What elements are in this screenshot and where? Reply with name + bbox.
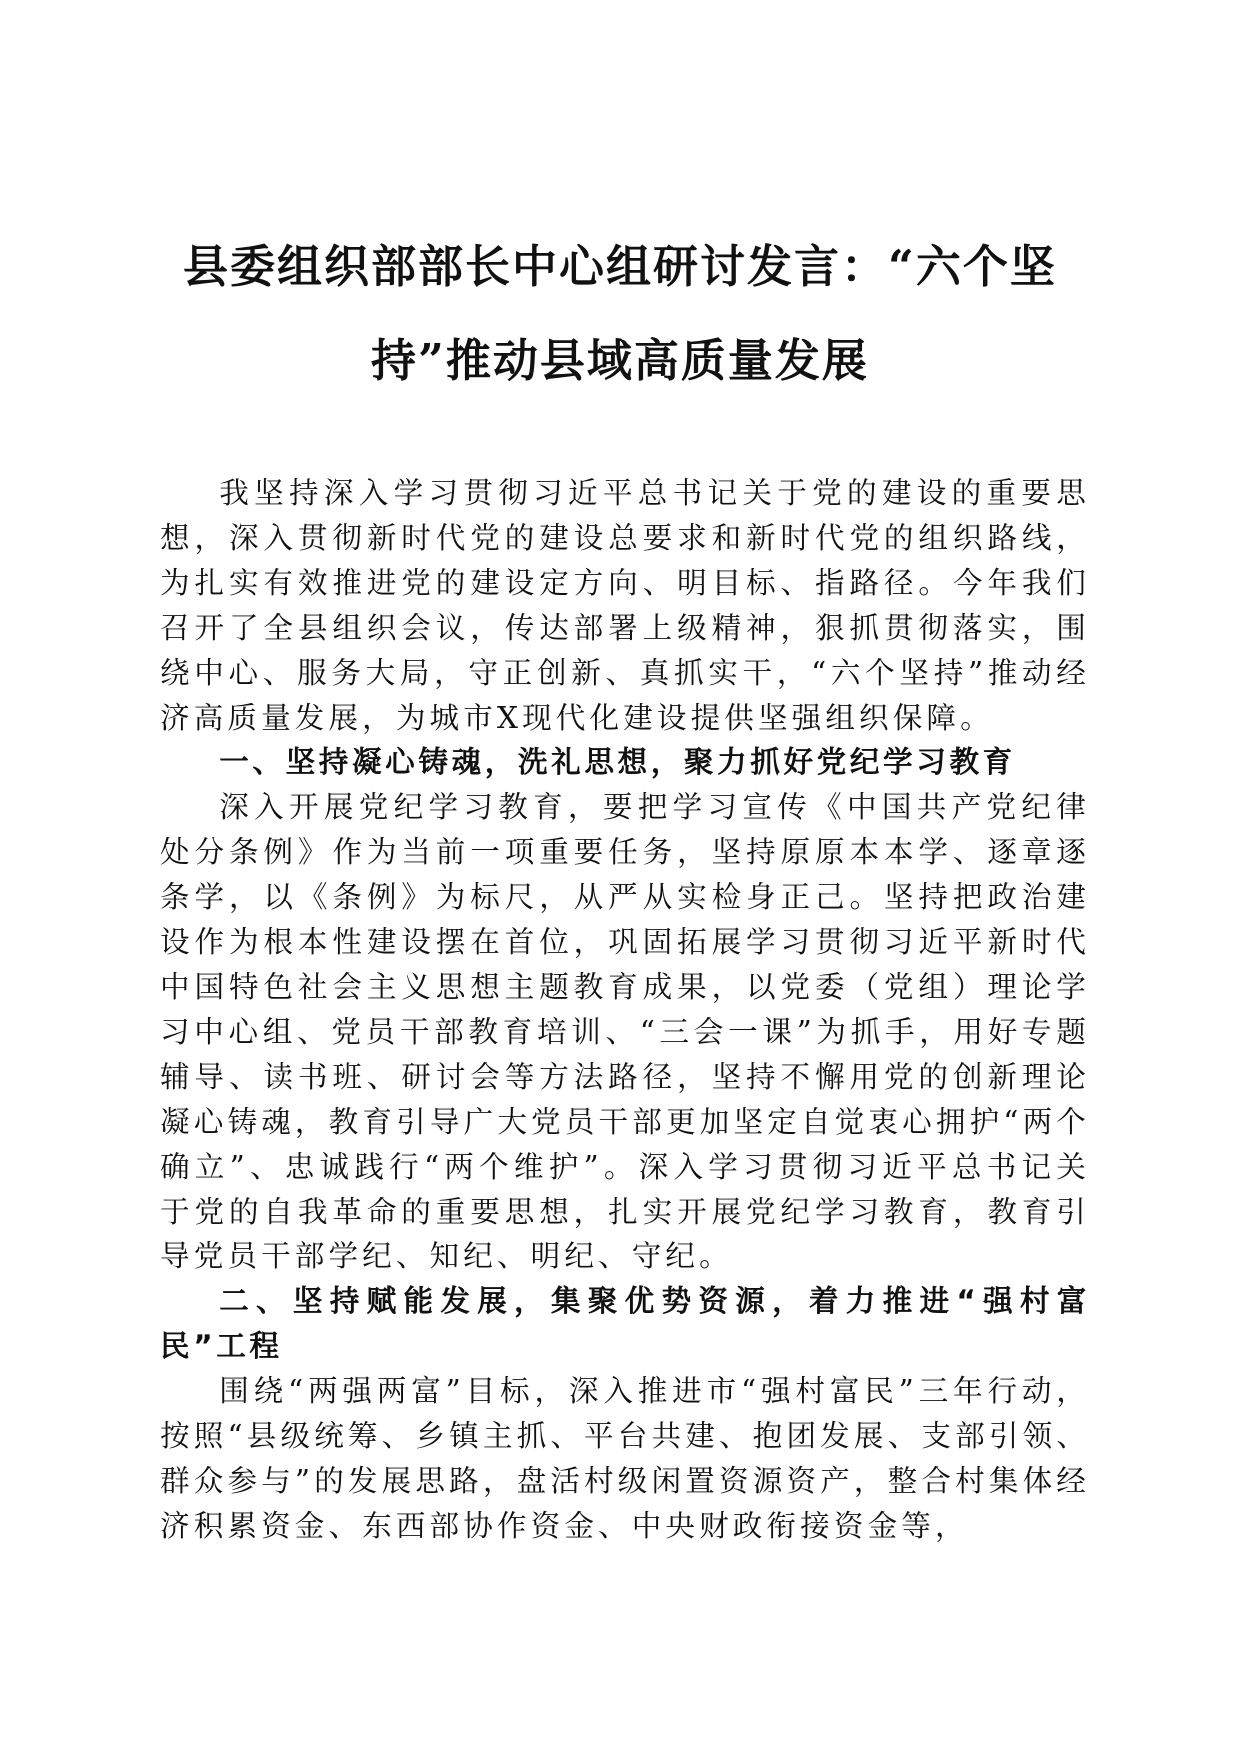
section-heading-1: 一、坚持凝心铸魂，洗礼思想，聚力抓好党纪学习教育 bbox=[219, 745, 1016, 780]
section-heading-2: 二、坚持赋能发展，集聚优势资源，着力推进“强村富民”工程 bbox=[160, 1284, 1090, 1364]
intro-paragraph: 我坚持深入学习贯彻习近平总书记关于党的建设的重要思想，深入贯彻新时代党的建设总要求和新时代党的组织路线，为扎实有效推进党的建设定方向、明目标、指路径。今年我们召开了全县组织会议，传达部署上级精神，狠抓贯彻落实，围绕中心、服务大局，守正创新、真抓实干，“六个坚持”推动经济高质量发展，为城市X现代化建设提供坚强组织保障。 bbox=[160, 476, 1090, 735]
document-body bbox=[160, 471, 1090, 1549]
section-1-paragraph: 深入开展党纪学习教育，要把学习宣传《中国共产党纪律处分条例》作为当前一项重要任务，坚持原原本本学、逐章逐条学，以《条例》为标尺，从严从实检身正己。坚持把政治建设作为根本性建设摆在首位，巩固拓展学习贯彻习近平新时代中国特色社会主义思想主题教育成果，以党委（党组）理论学习中心组、党员干部教育培训、“三会一课”为抓手，用好专题辅导、读书班、研讨会等方法路径，坚持不懈用党的创新理论凝心铸魂，教育引导广大党员干部更加坚定自觉衷心拥护“两个确立”、忠诚践行“两个维护”。深入学习贯彻习近平总书记关于党的自我革命的重要思想，扎实开展党纪学习教育，教育引导党员干部学纪、知纪、明纪、守纪。 bbox=[160, 790, 1090, 1274]
section-2-paragraph: 围绕“两强两富”目标，深入推进市“强村富民”三年行动，按照“县级统筹、乡镇主抓、平台共建、抱团发展、支部引领、群众参与”的发展思路，盘活村级闲置资源资产，整合村集体经济积累资金、东西部协作资金、中央财政衔接资金等， bbox=[160, 1374, 1090, 1543]
document-title: 县委组织部部长中心组研讨发言：“六个坚持”推动县域高质量发展 bbox=[183, 240, 1057, 387]
